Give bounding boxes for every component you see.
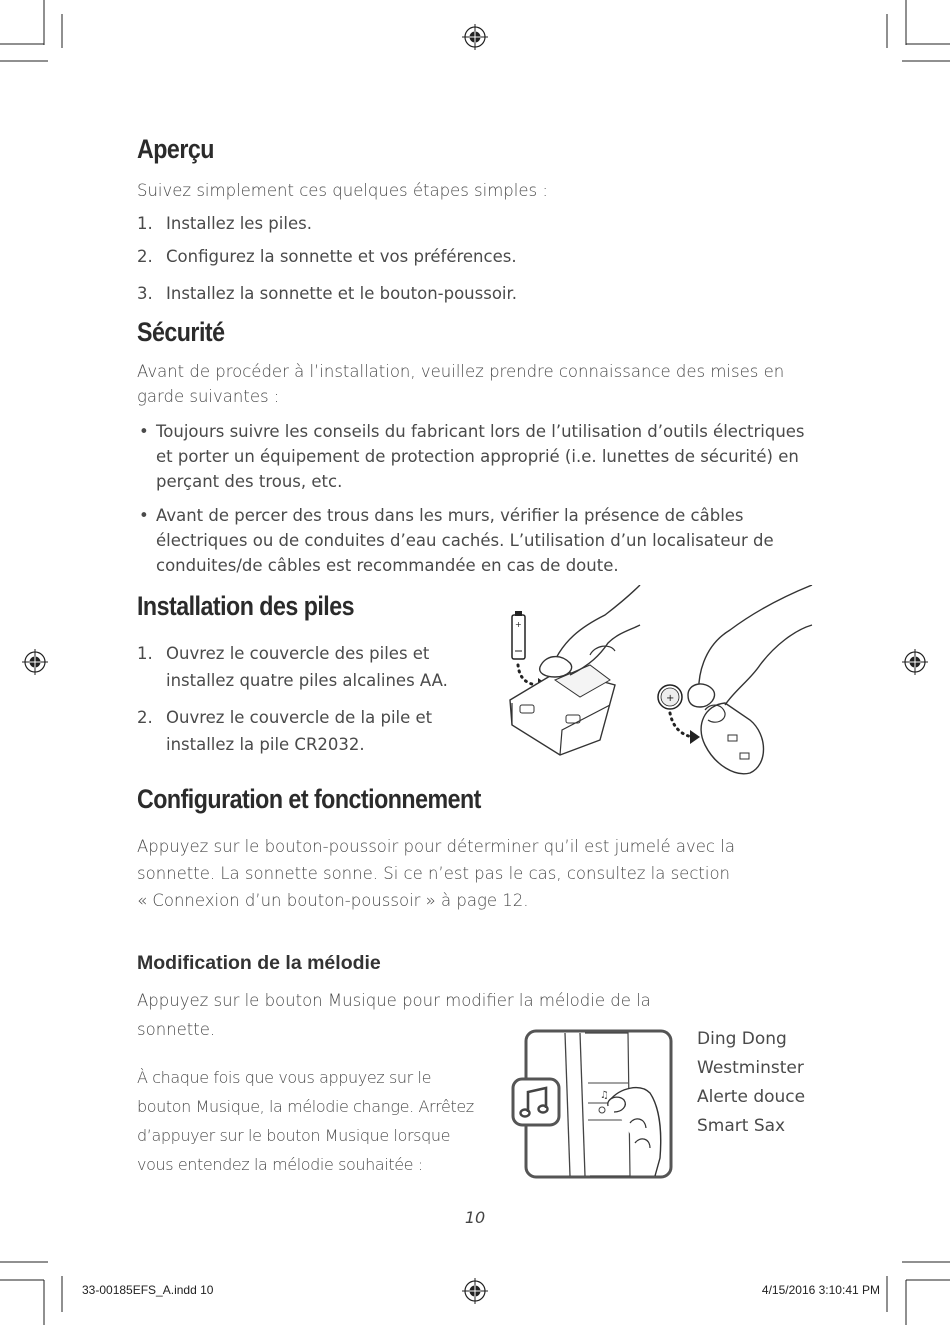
config-line-1: Appuyez sur le bouton-poussoir pour déterminer qu’il est jumelé avec la <box>137 837 735 856</box>
step-text: Installez la sonnette et le bouton-poussoir. <box>166 284 518 303</box>
melody-p2-line-4: vous entendez la mélodie souhaitée : <box>137 1155 423 1174</box>
overview-title: Aperçu <box>137 134 214 164</box>
step-number: 1. <box>137 644 153 663</box>
melody-p1-line-2: sonnette. <box>137 1020 216 1039</box>
step-text: Configurez la sonnette et vos préférences. <box>166 247 517 266</box>
step-text: Ouvrez le couvercle de la pile et <box>166 708 433 727</box>
aa-battery-icon <box>512 611 525 659</box>
step-text: Ouvrez le couvercle des piles et <box>166 644 430 663</box>
step-number: 3. <box>137 284 153 303</box>
battery-install-illustration <box>500 585 815 780</box>
overview-intro: Suivez simplement ces quelques étapes simples : <box>137 181 548 200</box>
step-text: installez quatre piles alcalines AA. <box>166 671 448 690</box>
music-note-icon <box>513 1079 559 1125</box>
melody-option: Ding Dong <box>697 1029 787 1049</box>
slug-file: 33-00185EFS_A.indd 10 <box>82 1283 214 1297</box>
melody-option: Alerte douce <box>697 1087 806 1107</box>
registration-mark-icon <box>462 1278 488 1304</box>
melody-p1-line-1: Appuyez sur le bouton Musique pour modifier la mélodie de la <box>137 991 651 1010</box>
bullet-text: Avant de percer des trous dans les murs, vérifier la présence de câbles électriques ou de conduites d’eau cachés. L’utilisation d’un localisateur de conduites/de câbles est recommandée en cas de doute. <box>156 506 774 575</box>
page-number: 10 <box>464 1208 486 1227</box>
safety-intro: Avant de procéder à l’installation, veuillez prendre connaissance des mises en garde suivantes : <box>137 362 785 406</box>
config-title: Configuration et fonctionnement <box>137 784 481 814</box>
step-number: 2. <box>137 708 153 727</box>
registration-mark-icon <box>22 649 48 675</box>
melody-p2-line-3: d’appuyer sur le bouton Musique lorsque <box>137 1126 451 1145</box>
bullet: • <box>139 422 149 441</box>
music-button-illustration <box>510 1028 675 1180</box>
slug-datetime: 4/15/2016 3:10:41 PM <box>761 1283 880 1297</box>
step-text: installez la pile CR2032. <box>166 735 365 754</box>
config-line-2: sonnette. La sonnette sonne. Si ce n’est pas le cas, consultez la section <box>137 864 730 883</box>
bullet-text: Toujours suivre les conseils du fabricant lors de l’utilisation d’outils électriques et porter un équipement de protection approprié (i.e. lunettes de sécurité) en perçant des trous, etc. <box>156 422 805 491</box>
registration-mark-icon <box>462 24 488 50</box>
step-text: Installez les piles. <box>166 214 312 233</box>
safety-title: Sécurité <box>137 317 225 347</box>
bullet: • <box>139 506 149 525</box>
melody-p2-line-2: bouton Musique, la mélodie change. Arrêtez <box>137 1097 474 1116</box>
melody-p2-line-1: À chaque fois que vous appuyez sur le <box>137 1068 432 1087</box>
registration-mark-icon <box>902 649 928 675</box>
melody-option: Westminster <box>697 1058 804 1078</box>
config-line-3: « Connexion d’un bouton-poussoir » à page 12. <box>137 891 529 910</box>
step-number: 2. <box>137 247 153 266</box>
melody-option: Smart Sax <box>697 1116 786 1136</box>
step-number: 1. <box>137 214 153 233</box>
svg-text:+: + <box>666 693 675 704</box>
coin-cell-icon <box>658 685 682 709</box>
batteries-title: Installation des piles <box>137 591 355 621</box>
melody-title: Modification de la mélodie <box>137 952 381 974</box>
svg-text:♫: ♫ <box>600 1090 609 1101</box>
svg-text:+: + <box>515 620 522 629</box>
